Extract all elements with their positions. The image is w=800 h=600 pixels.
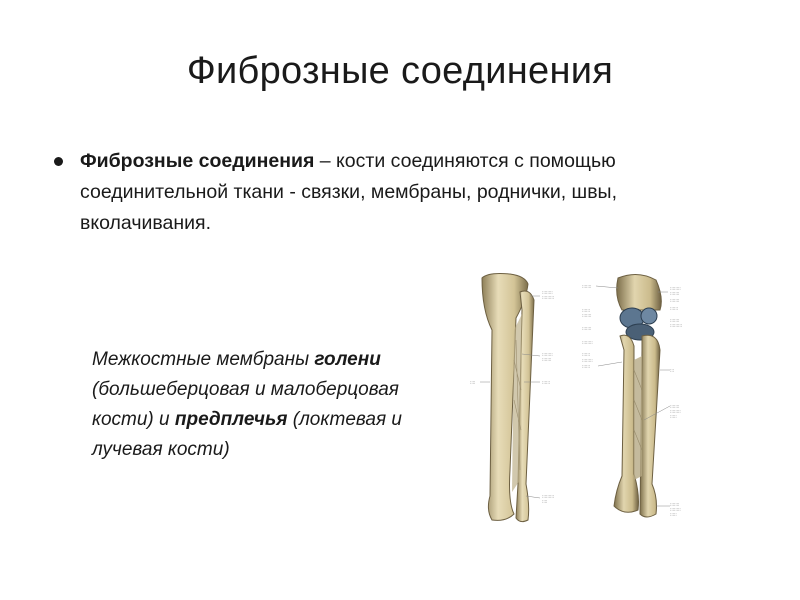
svg-text:::::::::: :::::::: — [582, 340, 593, 345]
svg-text:::::::::: :::::::: — [670, 286, 681, 291]
svg-text:::::::::: :::::::: — [670, 409, 681, 414]
svg-text::::::::: ::::::: — [582, 326, 592, 331]
svg-text::::::::: ::::::: — [670, 318, 680, 323]
bullet-definition: – кости соединяются с помощью соединительной ткани - связки, мембраны, роднички, швы, вколачивания. — [80, 150, 617, 234]
caption-leg-bold: голени — [314, 349, 381, 370]
svg-text:::::::: :::::: — [582, 352, 591, 357]
svg-text::::::::::: ::::::::: — [670, 323, 683, 328]
svg-text:::::: :::: — [542, 499, 548, 504]
svg-text:::::::: :::::: — [582, 364, 591, 369]
svg-text:::::::::: :::::::: — [670, 507, 681, 512]
leg-bones-illustration — [470, 270, 580, 532]
bullet-dot-icon — [54, 157, 63, 166]
svg-text:::::::::: :::::::: — [582, 358, 593, 363]
svg-text:::::::: :::::: — [542, 380, 551, 385]
svg-text::::::: ::::: — [670, 512, 677, 517]
svg-text::::::::: ::::::: — [582, 284, 592, 289]
slide-title: Фиброзные соединения — [186, 50, 614, 92]
caption-forearm-bold: предплечья — [174, 409, 288, 430]
svg-text::::::::::: ::::::::: — [542, 295, 555, 300]
svg-text::::::::: ::::::: — [670, 502, 680, 507]
svg-text:::::::: :::::: — [582, 308, 591, 313]
caption-text-1: Межкостные мембраны — [92, 349, 315, 370]
svg-text:::::::::: :::::::: — [542, 290, 553, 295]
figure-caption — [92, 345, 452, 465]
caption-text-2: (большеберцовая и малоберцовая кости) и — [92, 379, 399, 430]
bullet-term: Фиброзные соединения — [80, 150, 315, 172]
svg-text::::::: ::::: — [670, 414, 677, 419]
svg-text::::::::: ::::::: — [670, 298, 680, 303]
svg-text::::: ::: — [670, 368, 675, 373]
svg-text:::::::::: :::::::: — [542, 352, 553, 357]
svg-text::::::::: ::::::: — [582, 313, 592, 318]
svg-text:::::: :::: — [470, 380, 476, 385]
leg-bones-image — [470, 270, 580, 532]
forearm-bones-image — [582, 270, 702, 532]
caption-text-3: (локтевая и лучевая кости) — [92, 409, 402, 460]
bullet-text — [80, 146, 740, 239]
forearm-bones-illustration — [582, 270, 702, 532]
svg-text:::::::: :::::: — [670, 306, 679, 311]
svg-text::::::::: ::::::: — [670, 291, 680, 296]
svg-text::::::::: ::::::: — [542, 357, 552, 362]
svg-text::::::::::: ::::::::: — [542, 494, 555, 499]
svg-text::::::::: ::::::: — [670, 404, 680, 409]
